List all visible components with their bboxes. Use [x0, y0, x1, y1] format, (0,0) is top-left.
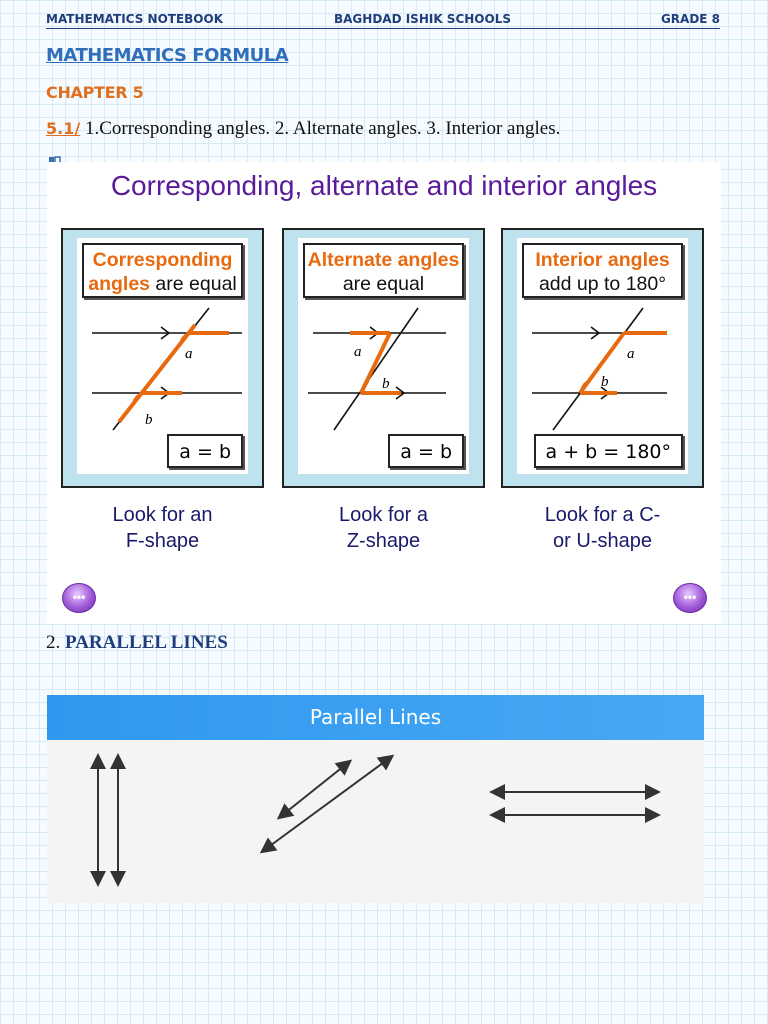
card-label: [82, 243, 243, 298]
look-for-f: [61, 502, 264, 554]
header-center: BAGHDAD ISHIK SCHOOLS: [334, 12, 511, 26]
prev-arrow-icon[interactable]: •••: [62, 583, 96, 613]
next-arrow-icon[interactable]: •••: [673, 583, 707, 613]
card-highlight-2: angles: [88, 273, 151, 295]
look-line-2: or U-shape: [553, 530, 652, 552]
look-line-2: F-shape: [125, 530, 200, 552]
diagonal-line-1: [280, 762, 349, 817]
chapter-title: CHAPTER 5: [46, 83, 144, 102]
equation-box: a = b: [388, 434, 464, 468]
header-right: GRADE 8: [660, 12, 720, 26]
parallel-lines-panel: [47, 695, 704, 903]
section-2-title: PARALLEL LINES: [65, 632, 228, 653]
look-line-1: Look for an: [112, 504, 213, 526]
angle-b-label: b: [601, 374, 609, 390]
page-header: [46, 10, 720, 29]
card-highlight: Alternate angles: [307, 249, 460, 271]
look-line-2: Z-shape: [346, 530, 421, 552]
parallel-lines-banner: Parallel Lines: [47, 695, 704, 740]
angles-panel: [47, 162, 721, 624]
section-text: 1.Corresponding angles. 2. Alternate angles. 3. Interior angles.: [80, 118, 561, 139]
card-highlight: Corresponding: [92, 249, 233, 271]
section-number: 5.1/: [46, 119, 81, 138]
section-2-heading: [46, 632, 228, 654]
parallel-lines-figure: [47, 740, 704, 903]
angle-b-label: b: [382, 376, 390, 392]
header-left: MATHEMATICS NOTEBOOK: [46, 12, 223, 26]
card-plain: add up to 180°: [538, 273, 667, 295]
card-corresponding: [61, 228, 264, 488]
diagonal-line-2: [263, 757, 391, 851]
card-label: [303, 243, 464, 298]
angle-b-label: b: [145, 412, 153, 428]
card-plain: are equal: [150, 273, 237, 295]
u-shape-diagram: [517, 300, 688, 440]
card-highlight: Interior angles: [535, 249, 670, 271]
angle-a-label: a: [354, 344, 362, 360]
look-for-z: [282, 502, 485, 554]
z-shape-diagram: [298, 300, 469, 440]
equation-box: a + b = 180°: [534, 434, 683, 468]
section-5-1: [46, 118, 560, 140]
angle-a-label: a: [627, 346, 635, 362]
angle-a-label: a: [185, 346, 193, 362]
equation-box: a = b: [167, 434, 243, 468]
card-plain: are equal: [342, 273, 425, 295]
section-2-number: 2.: [46, 632, 65, 653]
card-alternate: [282, 228, 485, 488]
look-for-u: [501, 502, 704, 554]
card-interior: [501, 228, 704, 488]
card-label: [522, 243, 683, 298]
look-line-1: Look for a C-: [544, 504, 661, 526]
page-title: MATHEMATICS FORMULA: [46, 45, 289, 66]
f-shape-diagram: [77, 300, 248, 440]
look-line-1: Look for a: [339, 504, 428, 526]
angles-panel-title: Corresponding, alternate and interior angles: [110, 170, 658, 201]
